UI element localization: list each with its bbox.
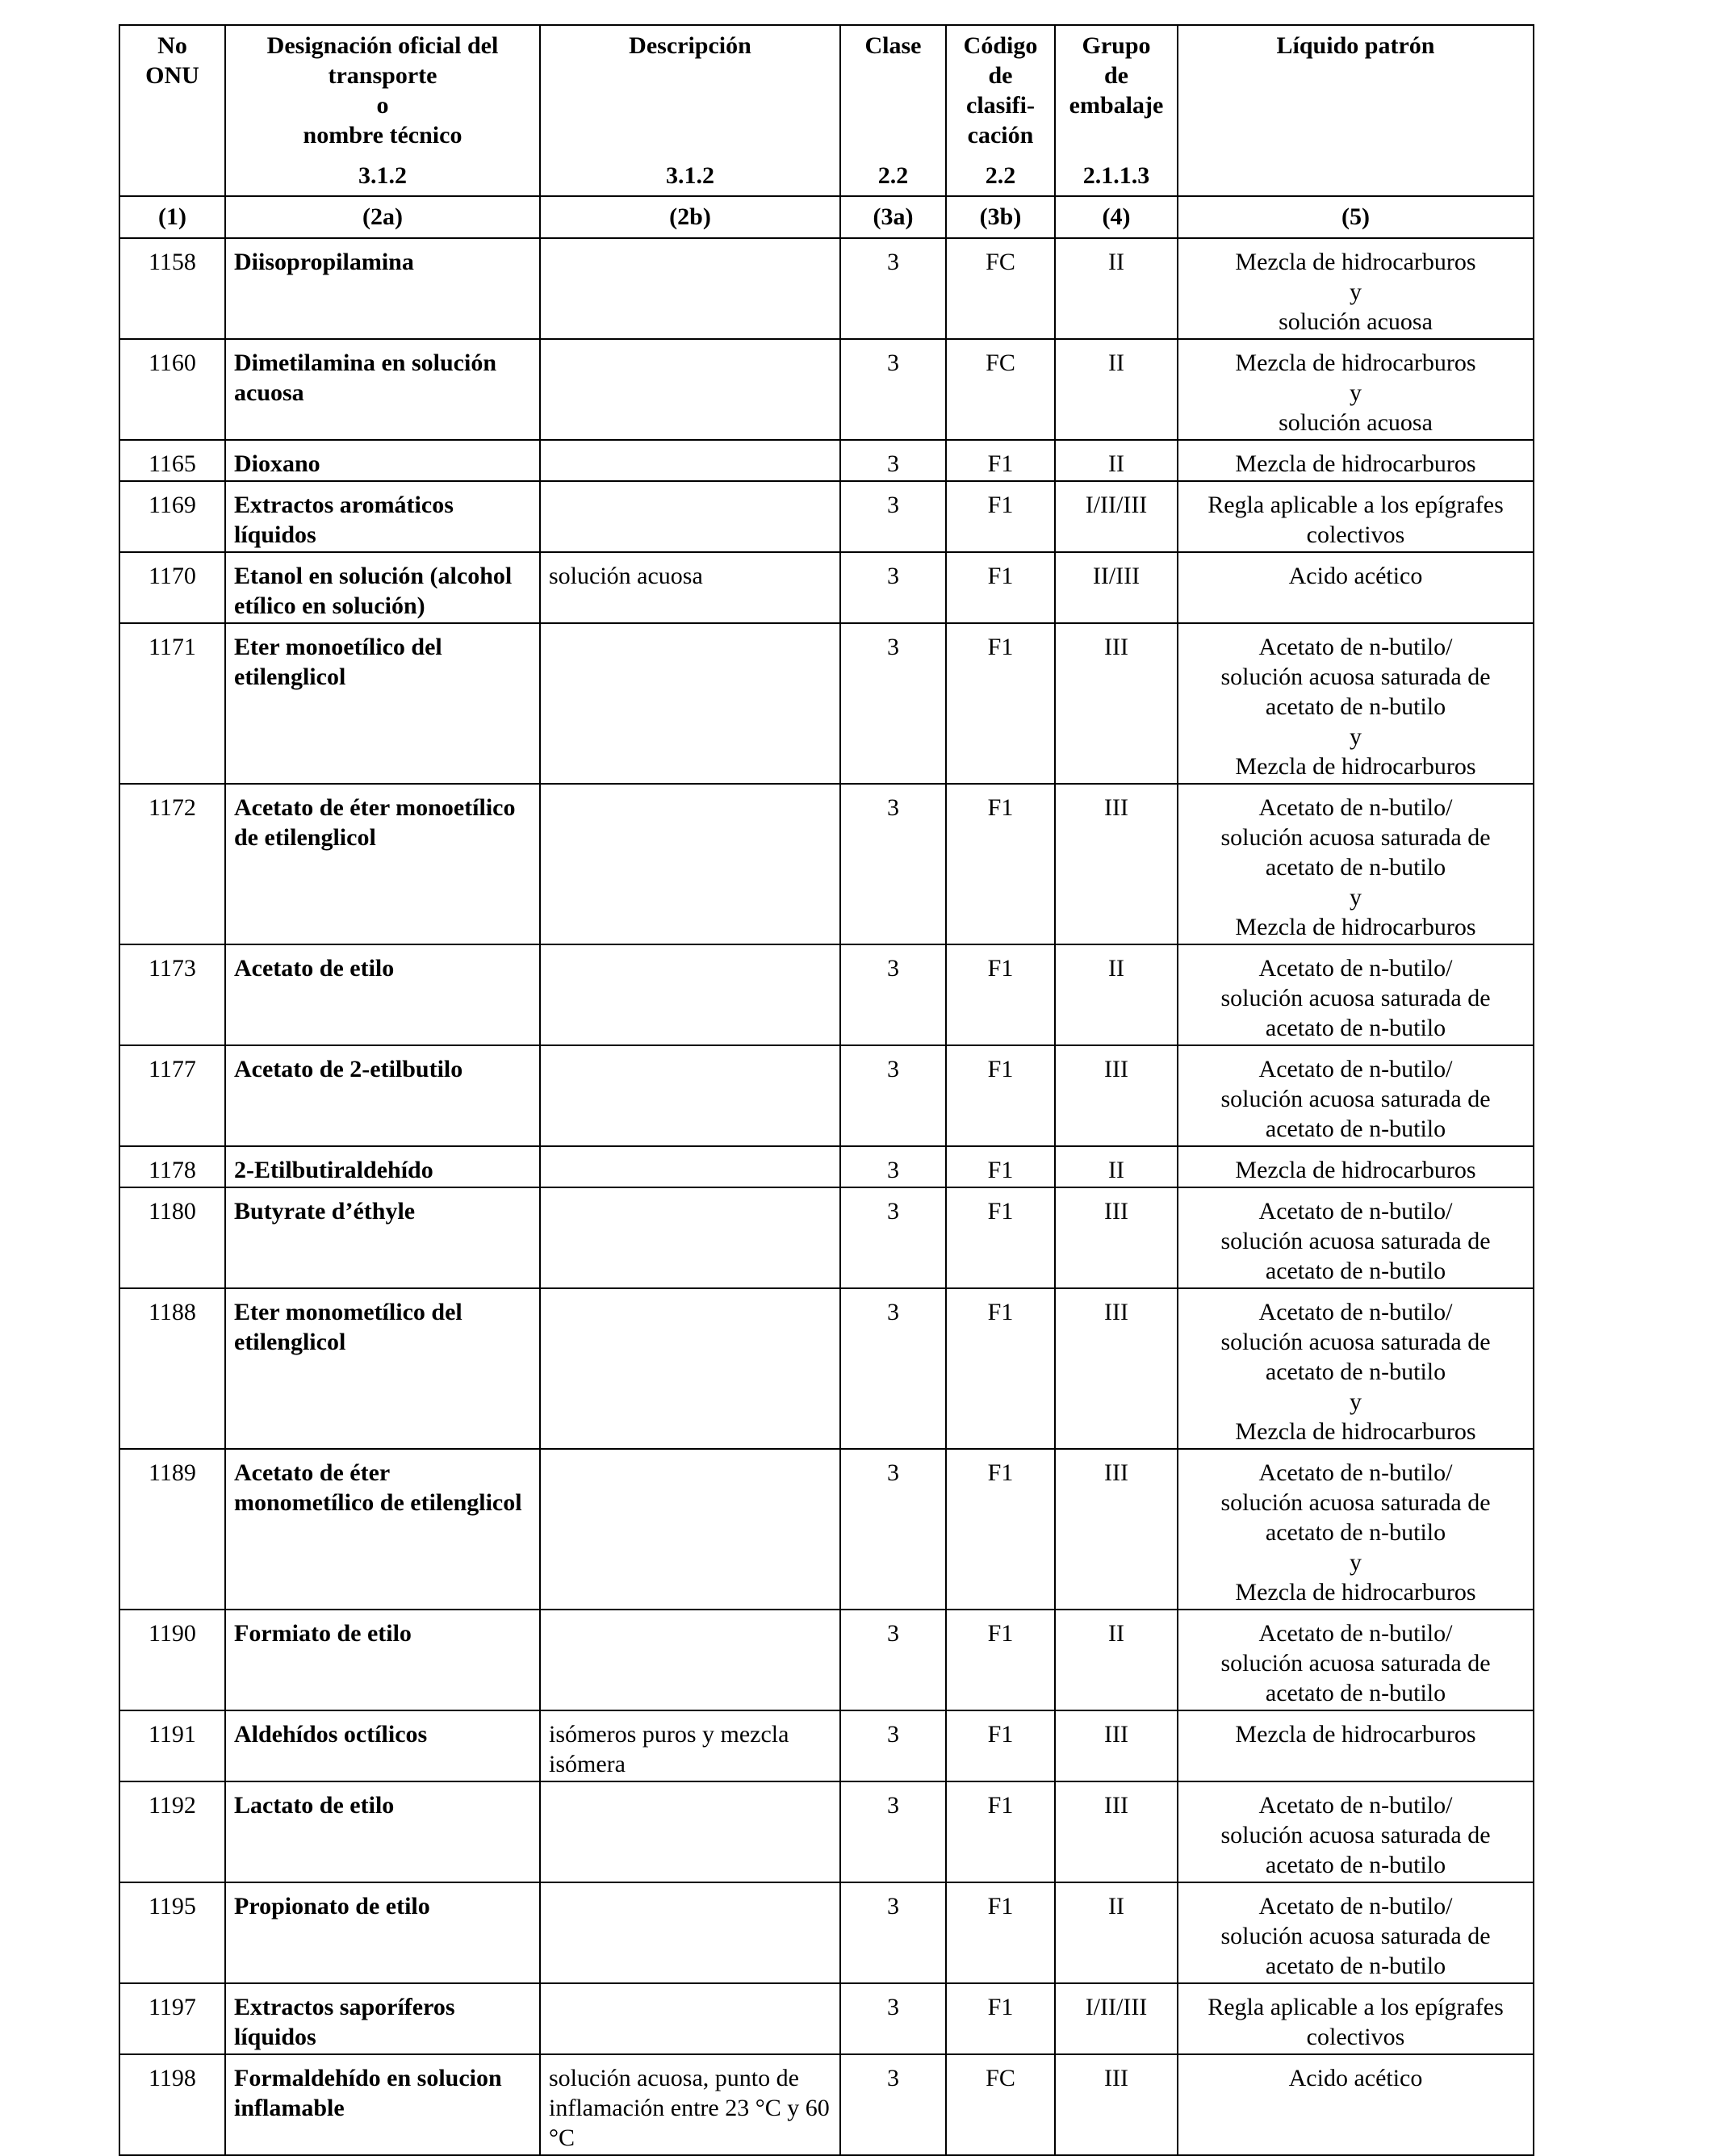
onu-number-cell: 1172: [119, 784, 225, 944]
header-ref: 2.2: [985, 162, 1016, 189]
standard-liquid-cell: Acetato de n-butilo/ solución acuosa saturada de acetato de n-butilo y Mezcla de hidrocarburos: [1178, 1288, 1534, 1449]
classification-code-cell: F1: [946, 440, 1055, 481]
onu-number-cell: 1171: [119, 623, 225, 784]
class-cell: 3: [840, 1187, 946, 1288]
standard-liquid-cell: Regla aplicable a los epígrafes colectivos: [1178, 1983, 1534, 2054]
official-name-cell: Dioxano: [225, 440, 540, 481]
table-row: [119, 1288, 1534, 1449]
header-ref: 2.1.1.3: [1082, 162, 1150, 189]
onu-number-cell: 1195: [119, 1882, 225, 1983]
column-number: (2a): [225, 196, 540, 238]
official-name-cell: Lactato de etilo: [225, 1781, 540, 1882]
class-cell: 3: [840, 440, 946, 481]
official-name-cell: Propionato de etilo: [225, 1882, 540, 1983]
onu-number-cell: 1198: [119, 2054, 225, 2155]
classification-code-cell: F1: [946, 481, 1055, 552]
table-row: [119, 1045, 1534, 1146]
description-cell: solución acuosa, punto de inflamación entre 23 °C y 60 °C: [540, 2054, 840, 2155]
standard-liquid-cell: Acetato de n-butilo/ solución acuosa saturada de acetato de n-butilo: [1178, 944, 1534, 1045]
classification-code-cell: F1: [946, 1882, 1055, 1983]
packing-group-cell: III: [1055, 1288, 1178, 1449]
official-name-cell: Butyrate d’éthyle: [225, 1187, 540, 1288]
standard-liquid-cell: Acetato de n-butilo/ solución acuosa saturada de acetato de n-butilo: [1178, 1187, 1534, 1288]
onu-number-cell: 1173: [119, 944, 225, 1045]
table-row: [119, 1710, 1534, 1781]
description-cell: [540, 623, 840, 784]
header-row: [119, 25, 1534, 196]
class-cell: 3: [840, 1710, 946, 1781]
standard-liquid-cell: Mezcla de hidrocarburos: [1178, 1146, 1534, 1187]
description-cell: [540, 1449, 840, 1610]
class-cell: 3: [840, 481, 946, 552]
packing-group-cell: III: [1055, 2054, 1178, 2155]
table-row: [119, 1781, 1534, 1882]
classification-code-cell: F1: [946, 1187, 1055, 1288]
packing-group-cell: I/II/III: [1055, 1983, 1178, 2054]
packing-group-cell: II: [1055, 339, 1178, 440]
official-name-cell: Acetato de éter monometílico de etilenglicol: [225, 1449, 540, 1610]
table-row: [119, 552, 1534, 623]
packing-group-cell: II: [1055, 1610, 1178, 1710]
classification-code-cell: F1: [946, 1146, 1055, 1187]
standard-liquid-cell: Acetato de n-butilo/ solución acuosa saturada de acetato de n-butilo: [1178, 1882, 1534, 1983]
official-name-cell: Acetato de éter monoetílico de etilenglicol: [225, 784, 540, 944]
onu-number-cell: 1170: [119, 552, 225, 623]
description-cell: [540, 238, 840, 339]
header-title: Líquido patrón: [1276, 32, 1435, 59]
table-row: [119, 238, 1534, 339]
official-name-cell: Eter monometílico del etilenglicol: [225, 1288, 540, 1449]
description-cell: [540, 1187, 840, 1288]
class-cell: 3: [840, 623, 946, 784]
classification-code-cell: F1: [946, 623, 1055, 784]
class-cell: 3: [840, 1610, 946, 1710]
header-ref: 2.2: [877, 162, 909, 189]
standard-liquid-cell: Acetato de n-butilo/ solución acuosa saturada de acetato de n-butilo: [1178, 1781, 1534, 1882]
onu-number-cell: 1178: [119, 1146, 225, 1187]
packing-group-cell: III: [1055, 1710, 1178, 1781]
table-row: [119, 1983, 1534, 2054]
official-name-cell: Formiato de etilo: [225, 1610, 540, 1710]
standard-liquid-cell: Regla aplicable a los epígrafes colectivos: [1178, 481, 1534, 552]
packing-group-cell: III: [1055, 784, 1178, 944]
description-cell: [540, 339, 840, 440]
official-name-cell: Extractos aromáticos líquidos: [225, 481, 540, 552]
class-cell: 3: [840, 784, 946, 944]
header-ref: 3.1.2: [666, 162, 714, 189]
onu-number-cell: 1190: [119, 1610, 225, 1710]
table-row: [119, 944, 1534, 1045]
header-clase: [840, 25, 946, 196]
description-cell: isómeros puros y mezcla isómera: [540, 1710, 840, 1781]
packing-group-cell: III: [1055, 1449, 1178, 1610]
classification-code-cell: F1: [946, 1610, 1055, 1710]
onu-number-cell: 1177: [119, 1045, 225, 1146]
standard-liquid-cell: Mezcla de hidrocarburos y solución acuosa: [1178, 339, 1534, 440]
header-title: Designación oficial del transporte o nombre técnico: [266, 32, 499, 149]
onu-number-cell: 1158: [119, 238, 225, 339]
onu-number-cell: 1191: [119, 1710, 225, 1781]
description-cell: [540, 1045, 840, 1146]
description-cell: [540, 1610, 840, 1710]
packing-group-cell: II: [1055, 1882, 1178, 1983]
classification-code-cell: F1: [946, 1288, 1055, 1449]
dangerous-goods-table: [119, 24, 1534, 2156]
standard-liquid-cell: Acetato de n-butilo/ solución acuosa saturada de acetato de n-butilo y Mezcla de hidrocarburos: [1178, 1449, 1534, 1610]
table-row: [119, 1187, 1534, 1288]
packing-group-cell: II: [1055, 944, 1178, 1045]
description-cell: [540, 481, 840, 552]
standard-liquid-cell: Acetato de n-butilo/ solución acuosa saturada de acetato de n-butilo: [1178, 1045, 1534, 1146]
standard-liquid-cell: Acido acético: [1178, 2054, 1534, 2155]
class-cell: 3: [840, 944, 946, 1045]
standard-liquid-cell: Acetato de n-butilo/ solución acuosa saturada de acetato de n-butilo y Mezcla de hidrocarburos: [1178, 623, 1534, 784]
description-cell: solución acuosa: [540, 552, 840, 623]
onu-number-cell: 1197: [119, 1983, 225, 2054]
table-row: [119, 440, 1534, 481]
official-name-cell: Aldehídos octílicos: [225, 1710, 540, 1781]
header-title: Código de clasifi- cación: [963, 32, 1038, 149]
packing-group-cell: I/II/III: [1055, 481, 1178, 552]
packing-group-cell: III: [1055, 1045, 1178, 1146]
class-cell: 3: [840, 339, 946, 440]
onu-number-cell: 1188: [119, 1288, 225, 1449]
header-codigo-clasificacion: [946, 25, 1055, 196]
description-cell: [540, 1146, 840, 1187]
packing-group-cell: II: [1055, 440, 1178, 481]
table-row: [119, 1610, 1534, 1710]
class-cell: 3: [840, 552, 946, 623]
column-number: (3b): [946, 196, 1055, 238]
table-row: [119, 1146, 1534, 1187]
class-cell: 3: [840, 2054, 946, 2155]
packing-group-cell: II: [1055, 1146, 1178, 1187]
table-body: [119, 238, 1534, 2155]
official-name-cell: Etanol en solución (alcohol etílico en solución): [225, 552, 540, 623]
onu-number-cell: 1165: [119, 440, 225, 481]
header-grupo-embalaje: [1055, 25, 1178, 196]
official-name-cell: Dimetilamina en solución acuosa: [225, 339, 540, 440]
classification-code-cell: FC: [946, 2054, 1055, 2155]
class-cell: 3: [840, 1449, 946, 1610]
onu-number-cell: 1180: [119, 1187, 225, 1288]
table-row: [119, 1882, 1534, 1983]
table-row: [119, 623, 1534, 784]
header-title: Grupo de embalaje: [1069, 32, 1164, 119]
onu-number-cell: 1189: [119, 1449, 225, 1610]
classification-code-cell: F1: [946, 1983, 1055, 2054]
header-ref: 3.1.2: [358, 162, 407, 189]
description-cell: [540, 944, 840, 1045]
column-number: (5): [1178, 196, 1534, 238]
description-cell: [540, 1288, 840, 1449]
packing-group-cell: III: [1055, 1187, 1178, 1288]
class-cell: 3: [840, 1882, 946, 1983]
official-name-cell: Formaldehído en solucion inflamable: [225, 2054, 540, 2155]
official-name-cell: Diisopropilamina: [225, 238, 540, 339]
standard-liquid-cell: Mezcla de hidrocarburos y solución acuosa: [1178, 238, 1534, 339]
standard-liquid-cell: Acetato de n-butilo/ solución acuosa saturada de acetato de n-butilo: [1178, 1610, 1534, 1710]
column-number: (2b): [540, 196, 840, 238]
description-cell: [540, 784, 840, 944]
header-designacion: [225, 25, 540, 196]
header-title: Clase: [864, 32, 922, 59]
header-liquido-patron: [1178, 25, 1534, 196]
official-name-cell: Acetato de etilo: [225, 944, 540, 1045]
table-row: [119, 784, 1534, 944]
packing-group-cell: II: [1055, 238, 1178, 339]
table-row: [119, 1449, 1534, 1610]
standard-liquid-cell: Acetato de n-butilo/ solución acuosa saturada de acetato de n-butilo y Mezcla de hidrocarburos: [1178, 784, 1534, 944]
onu-number-cell: 1160: [119, 339, 225, 440]
classification-code-cell: F1: [946, 1710, 1055, 1781]
description-cell: [540, 1882, 840, 1983]
header-title: Descripción: [629, 32, 751, 59]
class-cell: 3: [840, 1288, 946, 1449]
classification-code-cell: F1: [946, 784, 1055, 944]
official-name-cell: Eter monoetílico del etilenglicol: [225, 623, 540, 784]
header-descripcion: [540, 25, 840, 196]
official-name-cell: 2-Etilbutiraldehído: [225, 1146, 540, 1187]
packing-group-cell: II/III: [1055, 552, 1178, 623]
description-cell: [540, 1983, 840, 2054]
classification-code-cell: F1: [946, 1045, 1055, 1146]
classification-code-cell: F1: [946, 1781, 1055, 1882]
column-number: (1): [119, 196, 225, 238]
header-no-onu: [119, 25, 225, 196]
onu-number-cell: 1192: [119, 1781, 225, 1882]
classification-code-cell: FC: [946, 238, 1055, 339]
official-name-cell: Extractos saporíferos líquidos: [225, 1983, 540, 2054]
column-number: (4): [1055, 196, 1178, 238]
class-cell: 3: [840, 1045, 946, 1146]
table-row: [119, 2054, 1534, 2155]
column-number-row: [119, 196, 1534, 238]
class-cell: 3: [840, 1983, 946, 2054]
description-cell: [540, 1781, 840, 1882]
class-cell: 3: [840, 1146, 946, 1187]
packing-group-cell: III: [1055, 1781, 1178, 1882]
table-row: [119, 481, 1534, 552]
column-number: (3a): [840, 196, 946, 238]
class-cell: 3: [840, 1781, 946, 1882]
packing-group-cell: III: [1055, 623, 1178, 784]
table-row: [119, 339, 1534, 440]
standard-liquid-cell: Mezcla de hidrocarburos: [1178, 440, 1534, 481]
header-title: No ONU: [145, 32, 199, 89]
classification-code-cell: F1: [946, 1449, 1055, 1610]
standard-liquid-cell: Mezcla de hidrocarburos: [1178, 1710, 1534, 1781]
standard-liquid-cell: Acido acético: [1178, 552, 1534, 623]
classification-code-cell: F1: [946, 552, 1055, 623]
classification-code-cell: F1: [946, 944, 1055, 1045]
class-cell: 3: [840, 238, 946, 339]
classification-code-cell: FC: [946, 339, 1055, 440]
description-cell: [540, 440, 840, 481]
official-name-cell: Acetato de 2-etilbutilo: [225, 1045, 540, 1146]
onu-number-cell: 1169: [119, 481, 225, 552]
